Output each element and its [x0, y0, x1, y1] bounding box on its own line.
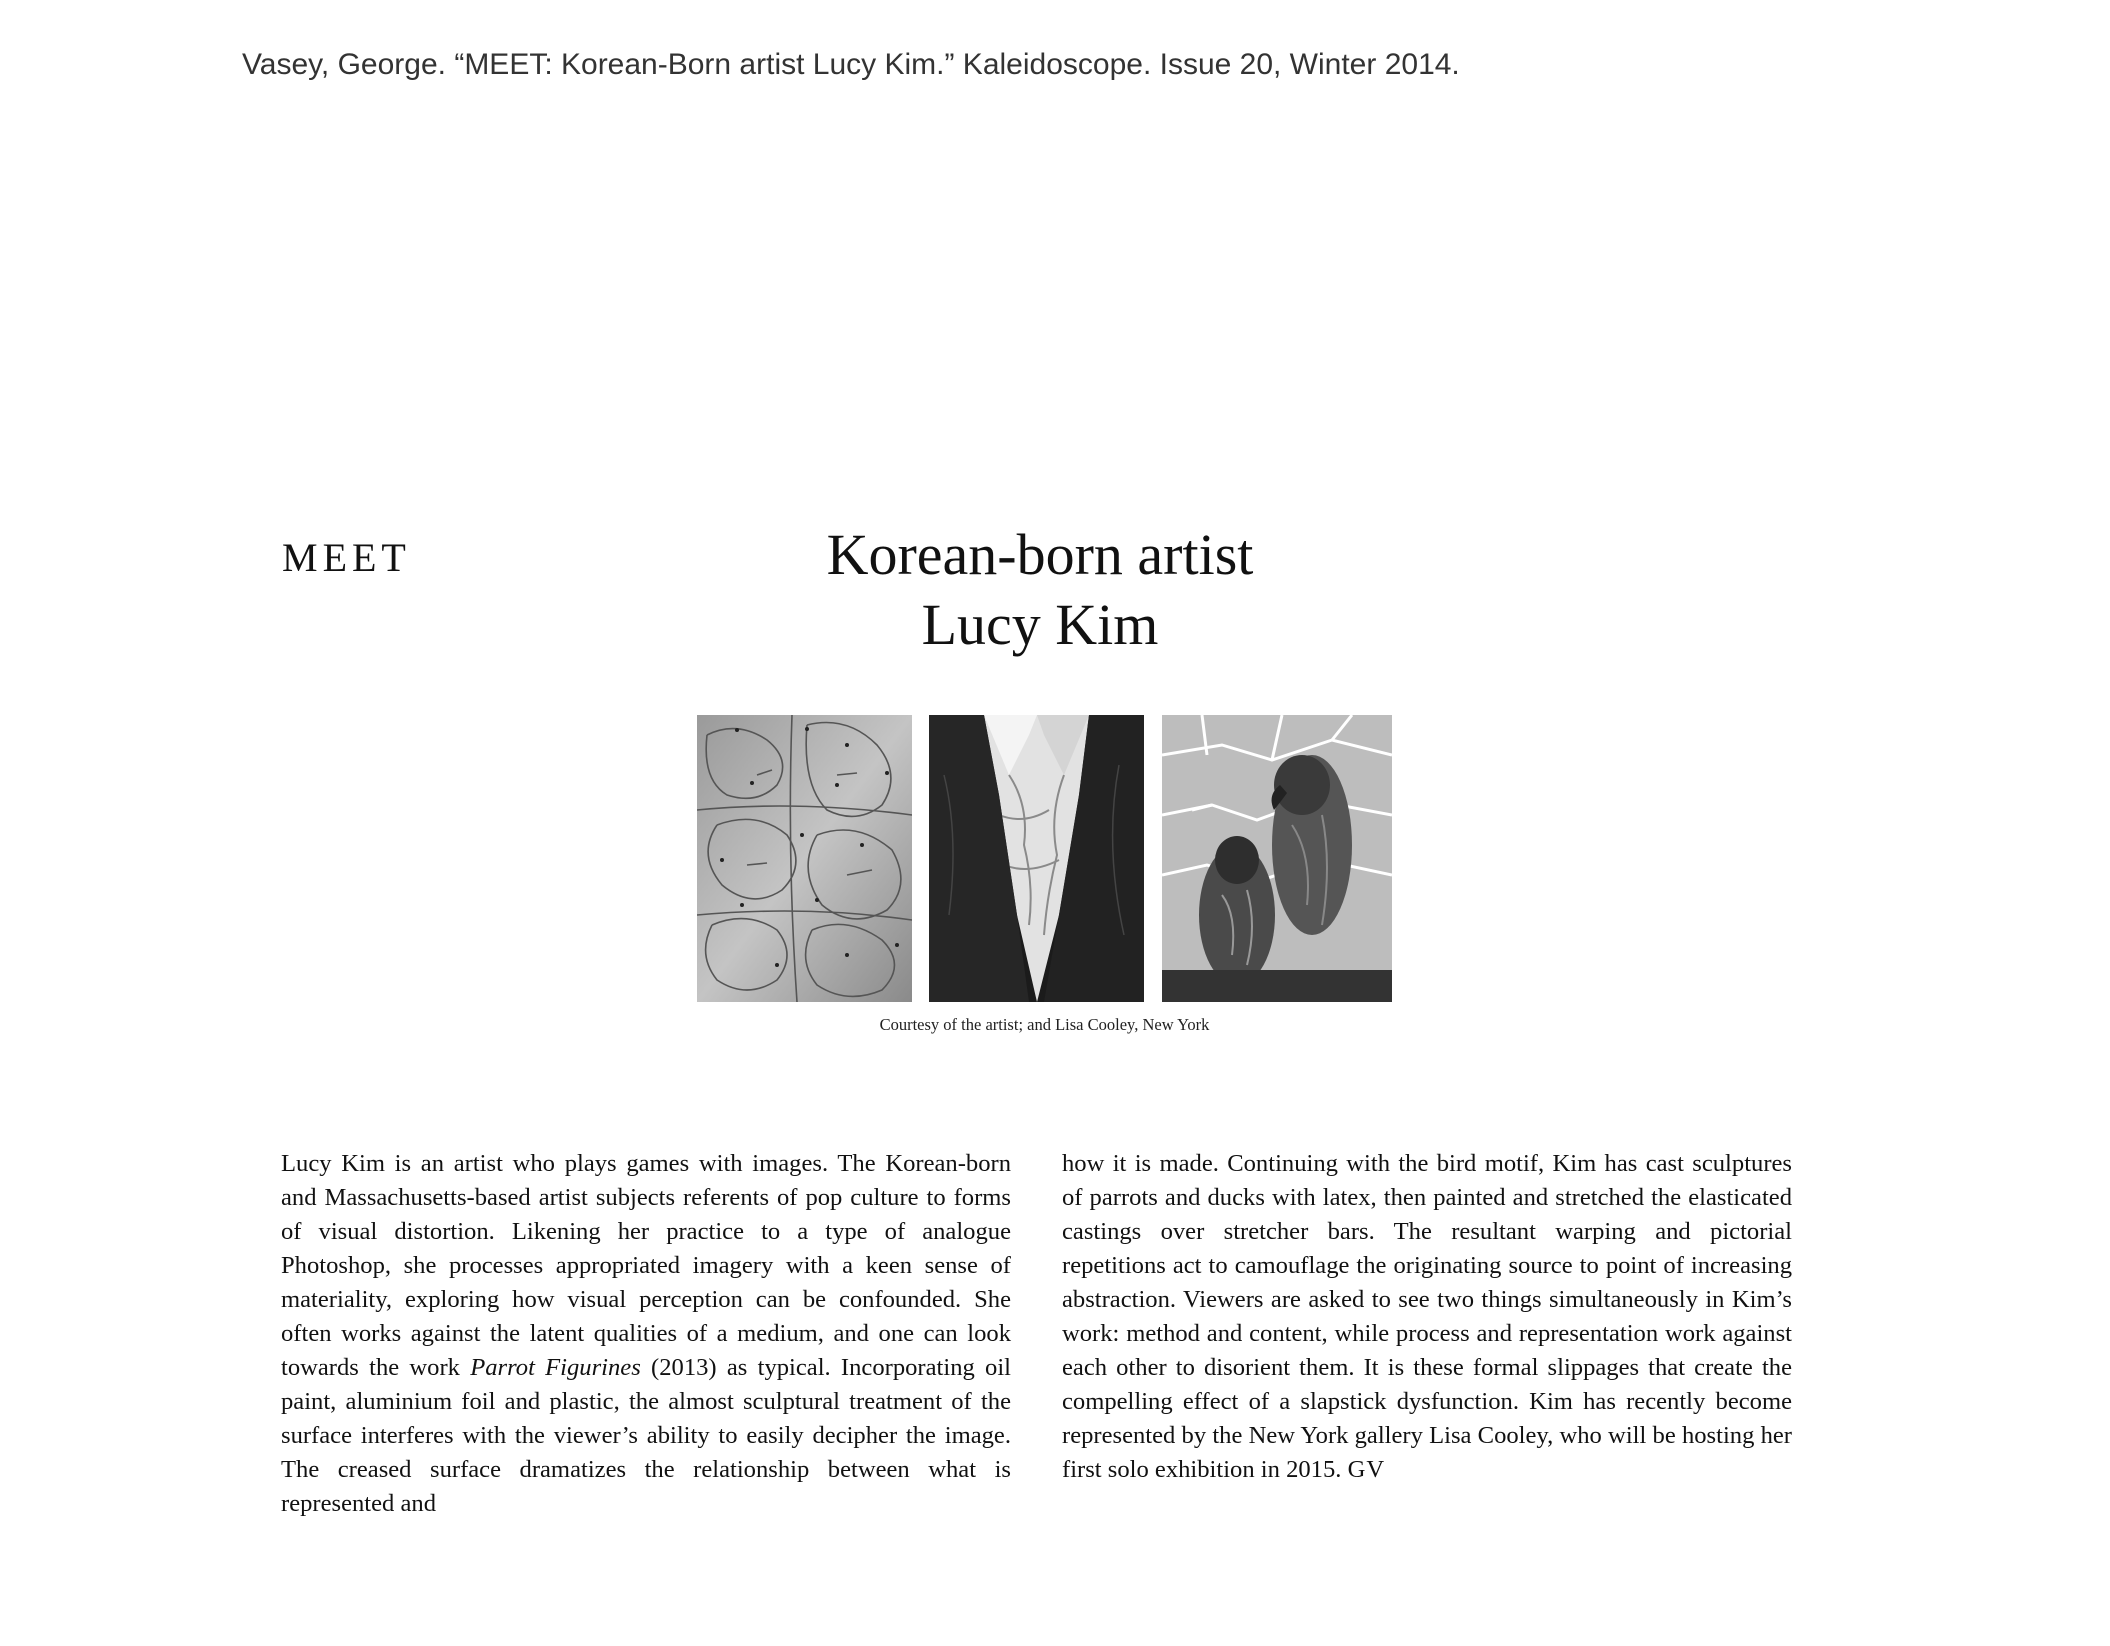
- article-headline: [735, 520, 1345, 660]
- headline-line-1: Korean-born artist: [826, 522, 1254, 587]
- image-caption: Courtesy of the artist; and Lisa Cooley, New York: [879, 1015, 1210, 1034]
- citation-header: Vasey, George. “MEET: Korean-Born artist Lucy Kim.” Kaleidoscope. Issue 20, Winter 2014.: [242, 48, 1460, 81]
- headline-line-2: Lucy Kim: [921, 592, 1159, 657]
- article-body-right-column: [1062, 1147, 1792, 1487]
- author-initials: GV: [1347, 1456, 1386, 1483]
- artwork-images: [697, 715, 1392, 1002]
- artwork-title: Parrot Figurines: [470, 1354, 641, 1381]
- article-body-left-column: [281, 1147, 1011, 1521]
- distorted-faces-artwork: [697, 715, 912, 1002]
- body-paragraph-left: Lucy Kim is an artist who plays games with images. The Korean-born and Massachusetts-based artist subjects referents of pop culture to forms of visual distortion. Likening her practice to a type of analogue Photoshop, she processes appropriated imagery with a keen sense of materiality, exploring how visual perception can be confounded. She often works against the latent qualities of a medium, and one can look towards the work Parrot Figurines (2013) as typical. Incorporating oil paint, aluminium foil and plastic, the almost sculptural treatment of the surface interferes with the viewer’s ability to easily decipher the image. The creased surface dramatizes the relationship between what is represented and: [281, 1150, 1011, 1517]
- shirt-and-vest-artwork: [929, 715, 1144, 1002]
- section-label: MEET: [282, 535, 411, 580]
- parrot-figurines-artwork: [1162, 715, 1392, 1002]
- body-paragraph-right: how it is made. Continuing with the bird motif, Kim has cast sculptures of parrots and ducks with latex, then painted and stretched the elasticated castings over stretcher bars. The resultant warping and pictorial repetitions act to camouflage the originating source to point of increasing abstraction. Viewers are asked to see two things simultaneously in Kim’s work: method and content, while process and representation work against each other to disorient them. It is these formal slippages that create the compelling effect of a slapstick dysfunction. Kim has recently become represented by the New York gallery Lisa Cooley, who will be hosting her first solo exhibition in 2015. GV: [1062, 1150, 1792, 1483]
